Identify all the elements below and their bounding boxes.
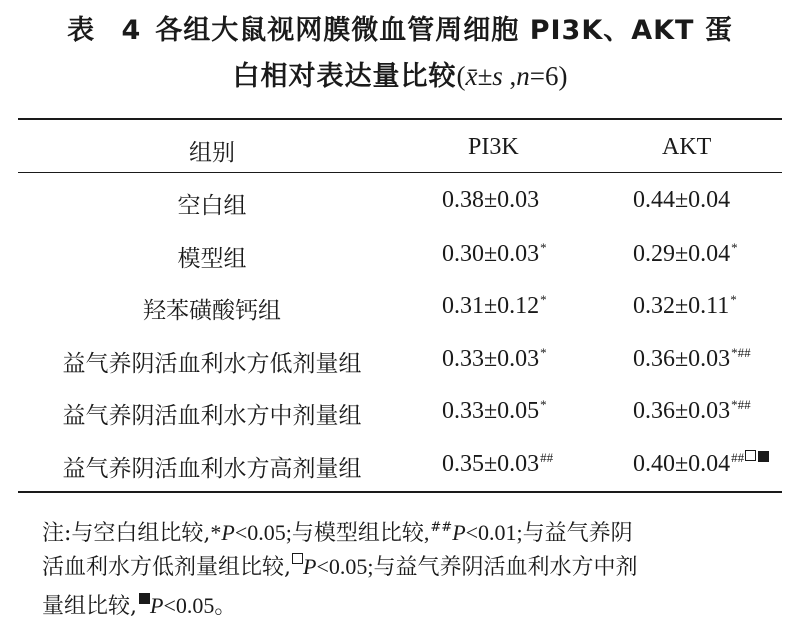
row-akt-value: 0.44±0.04 xyxy=(633,187,731,213)
row-group-name: 羟苯磺酸钙组 xyxy=(143,298,281,324)
row-akt-value: 0.36±0.03*## xyxy=(633,345,751,372)
significance-mark: * xyxy=(540,397,547,412)
significance-mark: *## xyxy=(731,397,751,412)
header-group: 组别 xyxy=(189,140,235,166)
row-pi3k-value: 0.33±0.05* xyxy=(442,397,547,424)
row-group-name: 益气养阴活血利水方中剂量组 xyxy=(62,403,362,429)
stat-notation: (x̄±s ,n=6) xyxy=(456,61,568,91)
row-akt-value: 0.29±0.04* xyxy=(633,240,738,267)
table-note-line-2: 活血利水方低剂量组比较, P<0.05;与益气养阴活血利水方中剂 xyxy=(42,554,638,580)
table-header-rule xyxy=(18,172,782,173)
row-akt-value: 0.36±0.03*## xyxy=(633,397,751,424)
n-symbol: n xyxy=(516,61,530,91)
significance-mark: ## xyxy=(731,450,745,465)
significance-mark: * xyxy=(540,345,547,360)
row-group-name: 益气养阴活血利水方高剂量组 xyxy=(62,456,362,482)
row-akt-value: 0.40±0.04## xyxy=(633,450,769,478)
mean-symbol: x̄ xyxy=(465,61,478,91)
filled-square-icon xyxy=(758,451,769,462)
open-square-icon xyxy=(745,450,756,461)
row-group-name: 益气养阴活血利水方低剂量组 xyxy=(62,351,362,377)
row-pi3k-value: 0.38±0.03 xyxy=(442,187,540,213)
significance-mark: * xyxy=(731,240,738,255)
significance-mark: * xyxy=(730,292,737,307)
table-title-line-2 xyxy=(0,54,800,93)
row-pi3k-value: 0.31±0.12* xyxy=(442,292,547,319)
header-akt: AKT xyxy=(662,134,712,160)
table-label: 表 4 xyxy=(67,15,150,46)
significance-mark: * xyxy=(540,240,547,255)
significance-mark: * xyxy=(540,292,547,307)
significance-mark: ## xyxy=(540,450,554,465)
table-note-line-3: 量组比较, P<0.05。 xyxy=(42,593,237,619)
header-pi3k: PI3K xyxy=(468,134,519,160)
table-title-text-2: 白相对表达量比较 xyxy=(232,61,457,92)
table-title-text: 各组大鼠视网膜微血管周细胞 PI3K、AKT 蛋 xyxy=(155,15,733,46)
table-top-rule xyxy=(18,118,782,120)
open-square-icon xyxy=(292,553,303,564)
table-title-line-1 xyxy=(0,8,800,47)
table-note-line-1: 注:与空白组比较,*P<0.05;与模型组比较,##P<0.01;与益气养阴 xyxy=(42,520,633,546)
n-value: =6 xyxy=(529,61,559,91)
filled-square-icon xyxy=(139,593,150,604)
row-pi3k-value: 0.35±0.03## xyxy=(442,450,554,477)
row-pi3k-value: 0.30±0.03* xyxy=(442,240,547,267)
row-group-name: 模型组 xyxy=(177,246,247,272)
row-pi3k-value: 0.33±0.03* xyxy=(442,345,547,372)
table-bottom-rule xyxy=(18,491,782,493)
row-akt-value: 0.32±0.11* xyxy=(633,292,737,319)
sd-symbol: ±s xyxy=(477,61,503,91)
row-group-name: 空白组 xyxy=(177,193,247,219)
significance-mark: *## xyxy=(731,345,751,360)
